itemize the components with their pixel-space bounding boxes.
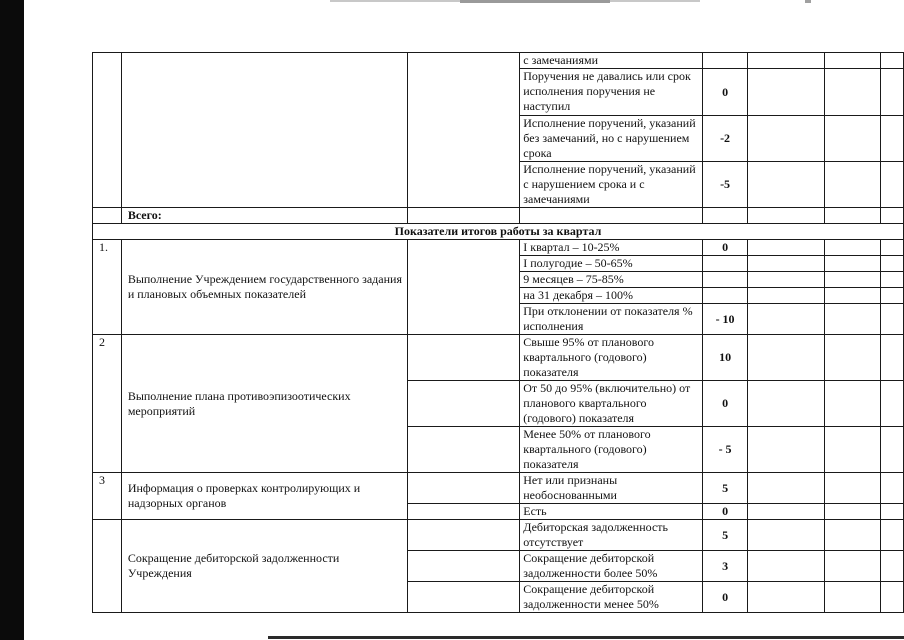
criterion-cell: Поручения не давались или срок исполнения поручения не наступил — [520, 69, 703, 116]
empty-cell — [881, 208, 904, 224]
empty-cell — [748, 240, 825, 256]
empty-cell — [825, 69, 881, 116]
empty-cell — [748, 582, 825, 613]
total-label: Всего: — [121, 208, 407, 224]
table-row — [93, 473, 904, 504]
empty-cell — [825, 288, 881, 304]
empty-cell — [408, 240, 520, 335]
empty-cell — [881, 582, 904, 613]
section-header-row — [93, 224, 904, 240]
score-cell: 0 — [702, 582, 748, 613]
score-cell: - 5 — [702, 427, 748, 473]
empty-cell — [825, 240, 881, 256]
score-cell — [702, 256, 748, 272]
criterion-cell: При отклонении от показателя % исполнения — [520, 304, 703, 335]
empty-cell — [881, 53, 904, 69]
score-cell — [702, 53, 748, 69]
empty-cell — [748, 304, 825, 335]
empty-cell — [881, 427, 904, 473]
criterion-cell: Сокращение дебиторской задолженности более 50% — [520, 551, 703, 582]
empty-cell — [825, 582, 881, 613]
empty-cell — [748, 335, 825, 381]
empty-cell — [881, 473, 904, 504]
empty-cell — [825, 551, 881, 582]
empty-cell — [825, 504, 881, 520]
criterion-cell: I полугодие – 50-65% — [520, 256, 703, 272]
scan-top-artifact — [805, 0, 811, 3]
empty-cell — [748, 162, 825, 208]
empty-cell — [748, 288, 825, 304]
empty-cell — [748, 551, 825, 582]
empty-cell — [748, 69, 825, 116]
indicator-cell: Выполнение плана противоэпизоотических мероприятий — [121, 335, 407, 473]
score-cell: 5 — [702, 473, 748, 504]
document-sheet — [92, 52, 904, 613]
empty-cell — [825, 304, 881, 335]
empty-cell — [408, 208, 520, 224]
empty-cell — [748, 381, 825, 427]
empty-cell — [881, 288, 904, 304]
section-title: Показатели итогов работы за квартал — [93, 224, 904, 240]
score-cell — [702, 272, 748, 288]
score-cell: 0 — [702, 504, 748, 520]
empty-cell — [748, 208, 825, 224]
empty-cell — [748, 427, 825, 473]
number-cell — [93, 208, 122, 224]
empty-cell — [881, 304, 904, 335]
indicators-table — [92, 52, 904, 613]
criterion-cell: Исполнение поручений, указаний без замечаний, но с нарушением срока — [520, 116, 703, 162]
empty-cell — [881, 272, 904, 288]
empty-cell — [748, 504, 825, 520]
empty-cell — [702, 208, 748, 224]
empty-cell — [825, 335, 881, 381]
empty-cell — [881, 256, 904, 272]
empty-cell — [408, 473, 520, 504]
empty-cell — [881, 240, 904, 256]
scan-bottom-line — [268, 636, 904, 639]
empty-cell — [881, 116, 904, 162]
empty-cell — [748, 473, 825, 504]
indicator-cell: Информация о проверках контролирующих и надзорных органов — [121, 473, 407, 520]
criterion-cell: 9 месяцев – 75-85% — [520, 272, 703, 288]
number-cell: 3 — [93, 473, 122, 520]
empty-cell — [408, 53, 520, 208]
empty-cell — [825, 116, 881, 162]
criterion-cell: Исполнение поручений, указаний с нарушением срока и с замечаниями — [520, 162, 703, 208]
criterion-cell: Сокращение дебиторской задолженности менее 50% — [520, 582, 703, 613]
empty-cell — [881, 69, 904, 116]
number-cell — [93, 520, 122, 613]
empty-cell — [748, 116, 825, 162]
empty-cell — [825, 272, 881, 288]
empty-cell — [881, 335, 904, 381]
table-row — [93, 520, 904, 551]
table-row — [93, 240, 904, 256]
score-cell: -2 — [702, 116, 748, 162]
scan-top-artifact — [460, 0, 610, 3]
criterion-cell: с замечаниями — [520, 53, 703, 69]
table-row — [93, 53, 904, 69]
empty-cell — [881, 504, 904, 520]
indicator-cell: Сокращение дебиторской задолженности Учреждения — [121, 520, 407, 613]
empty-cell — [825, 53, 881, 69]
criterion-cell: От 50 до 95% (включительно) от планового квартального (годового) показателя — [520, 381, 703, 427]
criterion-cell: Дебиторская задолженность отсутствует — [520, 520, 703, 551]
criterion-cell: Свыше 95% от планового квартального (годового) показателя — [520, 335, 703, 381]
empty-cell — [520, 208, 703, 224]
criterion-cell: Есть — [520, 504, 703, 520]
empty-cell — [881, 520, 904, 551]
empty-cell — [825, 520, 881, 551]
empty-cell — [881, 551, 904, 582]
criterion-cell: I квартал – 10-25% — [520, 240, 703, 256]
indicator-cell — [121, 53, 407, 208]
score-cell — [702, 288, 748, 304]
empty-cell — [748, 272, 825, 288]
criterion-cell: Нет или признаны необоснованными — [520, 473, 703, 504]
score-cell: 0 — [702, 69, 748, 116]
empty-cell — [408, 520, 520, 551]
scan-left-border — [0, 0, 24, 640]
empty-cell — [825, 427, 881, 473]
number-cell — [93, 53, 122, 208]
criterion-cell: Менее 50% от планового квартального (годового) показателя — [520, 427, 703, 473]
score-cell: 3 — [702, 551, 748, 582]
number-cell: 2 — [93, 335, 122, 473]
empty-cell — [825, 473, 881, 504]
score-cell: - 10 — [702, 304, 748, 335]
empty-cell — [748, 53, 825, 69]
empty-cell — [408, 381, 520, 427]
empty-cell — [825, 208, 881, 224]
empty-cell — [408, 551, 520, 582]
criterion-cell: на 31 декабря – 100% — [520, 288, 703, 304]
number-cell: 1. — [93, 240, 122, 335]
score-cell: 0 — [702, 240, 748, 256]
empty-cell — [408, 335, 520, 381]
score-cell: -5 — [702, 162, 748, 208]
table-row — [93, 335, 904, 381]
empty-cell — [881, 162, 904, 208]
total-row — [93, 208, 904, 224]
score-cell: 0 — [702, 381, 748, 427]
empty-cell — [825, 162, 881, 208]
empty-cell — [408, 427, 520, 473]
empty-cell — [748, 256, 825, 272]
indicator-cell: Выполнение Учреждением государственного задания и плановых объемных показателей — [121, 240, 407, 335]
empty-cell — [881, 381, 904, 427]
empty-cell — [748, 520, 825, 551]
empty-cell — [825, 381, 881, 427]
empty-cell — [408, 582, 520, 613]
empty-cell — [825, 256, 881, 272]
score-cell: 10 — [702, 335, 748, 381]
empty-cell — [408, 504, 520, 520]
score-cell: 5 — [702, 520, 748, 551]
